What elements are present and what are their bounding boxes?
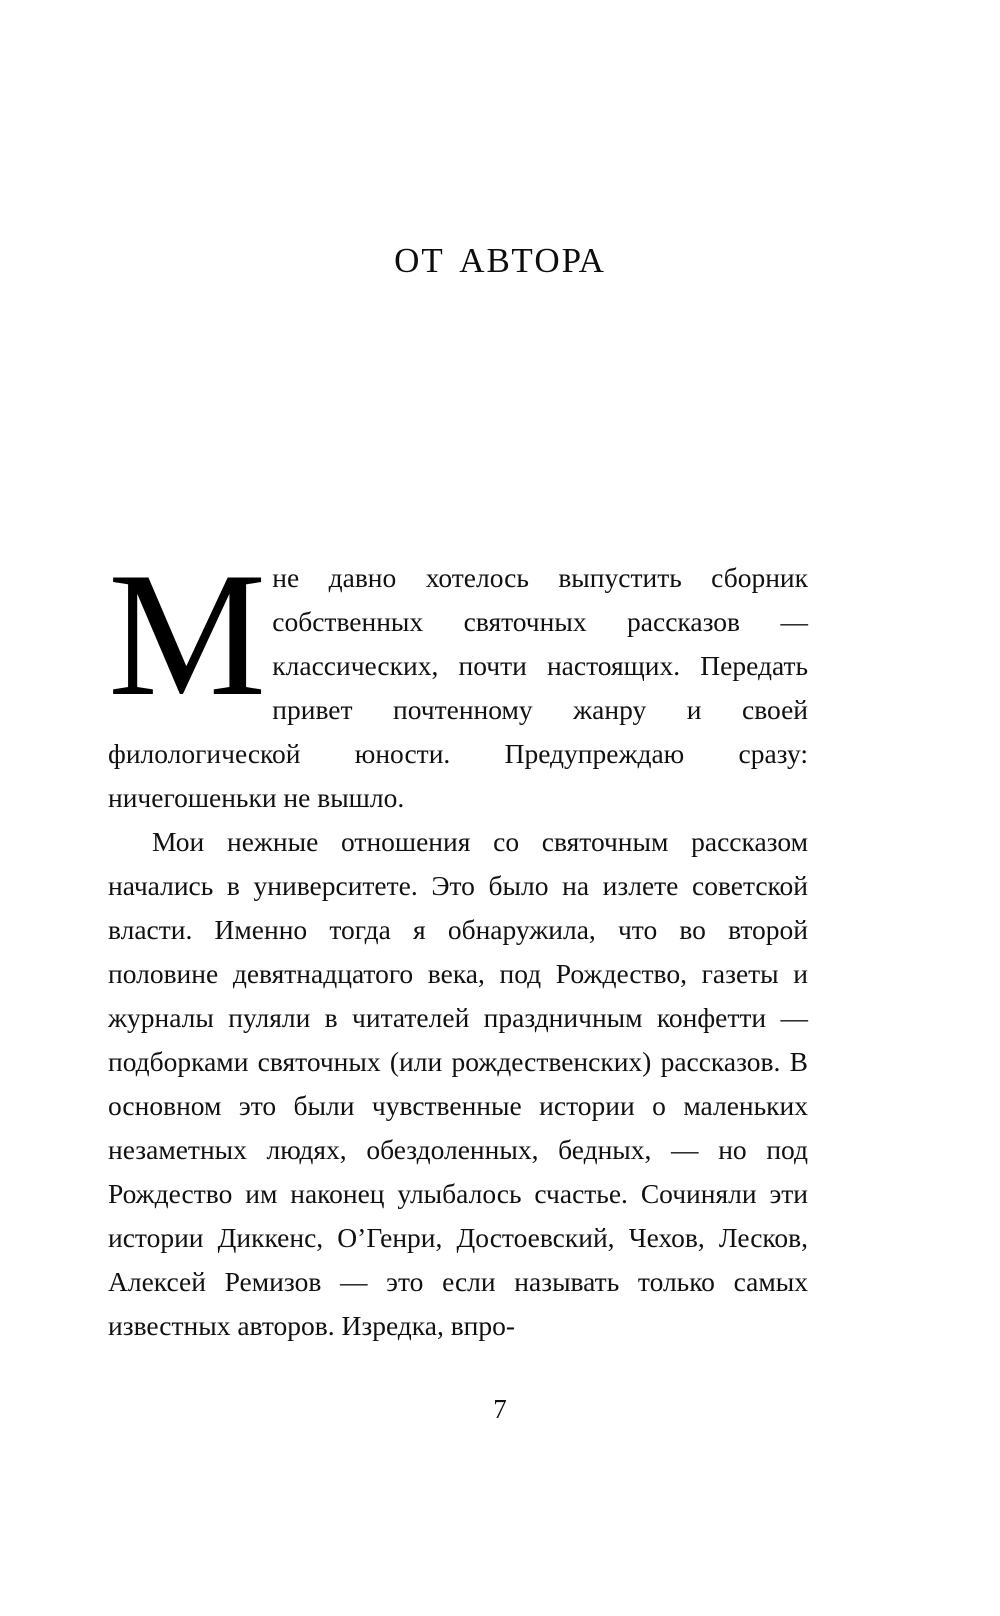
page-number: 7 [493, 1394, 507, 1424]
paragraph-text: не давно хотелось выпустить сборник собственных святочных рассказов — классических, почти настоящих. Передать привет почтенному жанру и своей филологической юности. Предупреждаю сразу: ничегошеньки не вышло. [108, 562, 808, 813]
paragraph-first [108, 535, 808, 820]
drop-cap: М [108, 535, 267, 733]
page-title: от автора [394, 226, 606, 283]
paragraph-second [108, 820, 808, 1348]
paragraph-text: Мои нежные отношения со святочным рассказом начались в университете. Это было на излете советской власти. Именно тогда я обнаружила, что во второй половине девятнадцатого века, под Рождество, газеты и журналы пуляли в читателей праздничным конфетти — подборками святочных (или рождественских) рассказов. В основном это были чувственные истории о маленьких незаметных людях, обездоленных, бедных, — но под Рождество им наконец улыбалось счастье. Сочиняли эти истории Диккенс, О’Генри, Достоевский, Чехов, Лесков, Алексей Ремизов — это если называть только самых известных авторов. Изредка, впро- [108, 826, 808, 1341]
body-text [108, 535, 808, 1348]
